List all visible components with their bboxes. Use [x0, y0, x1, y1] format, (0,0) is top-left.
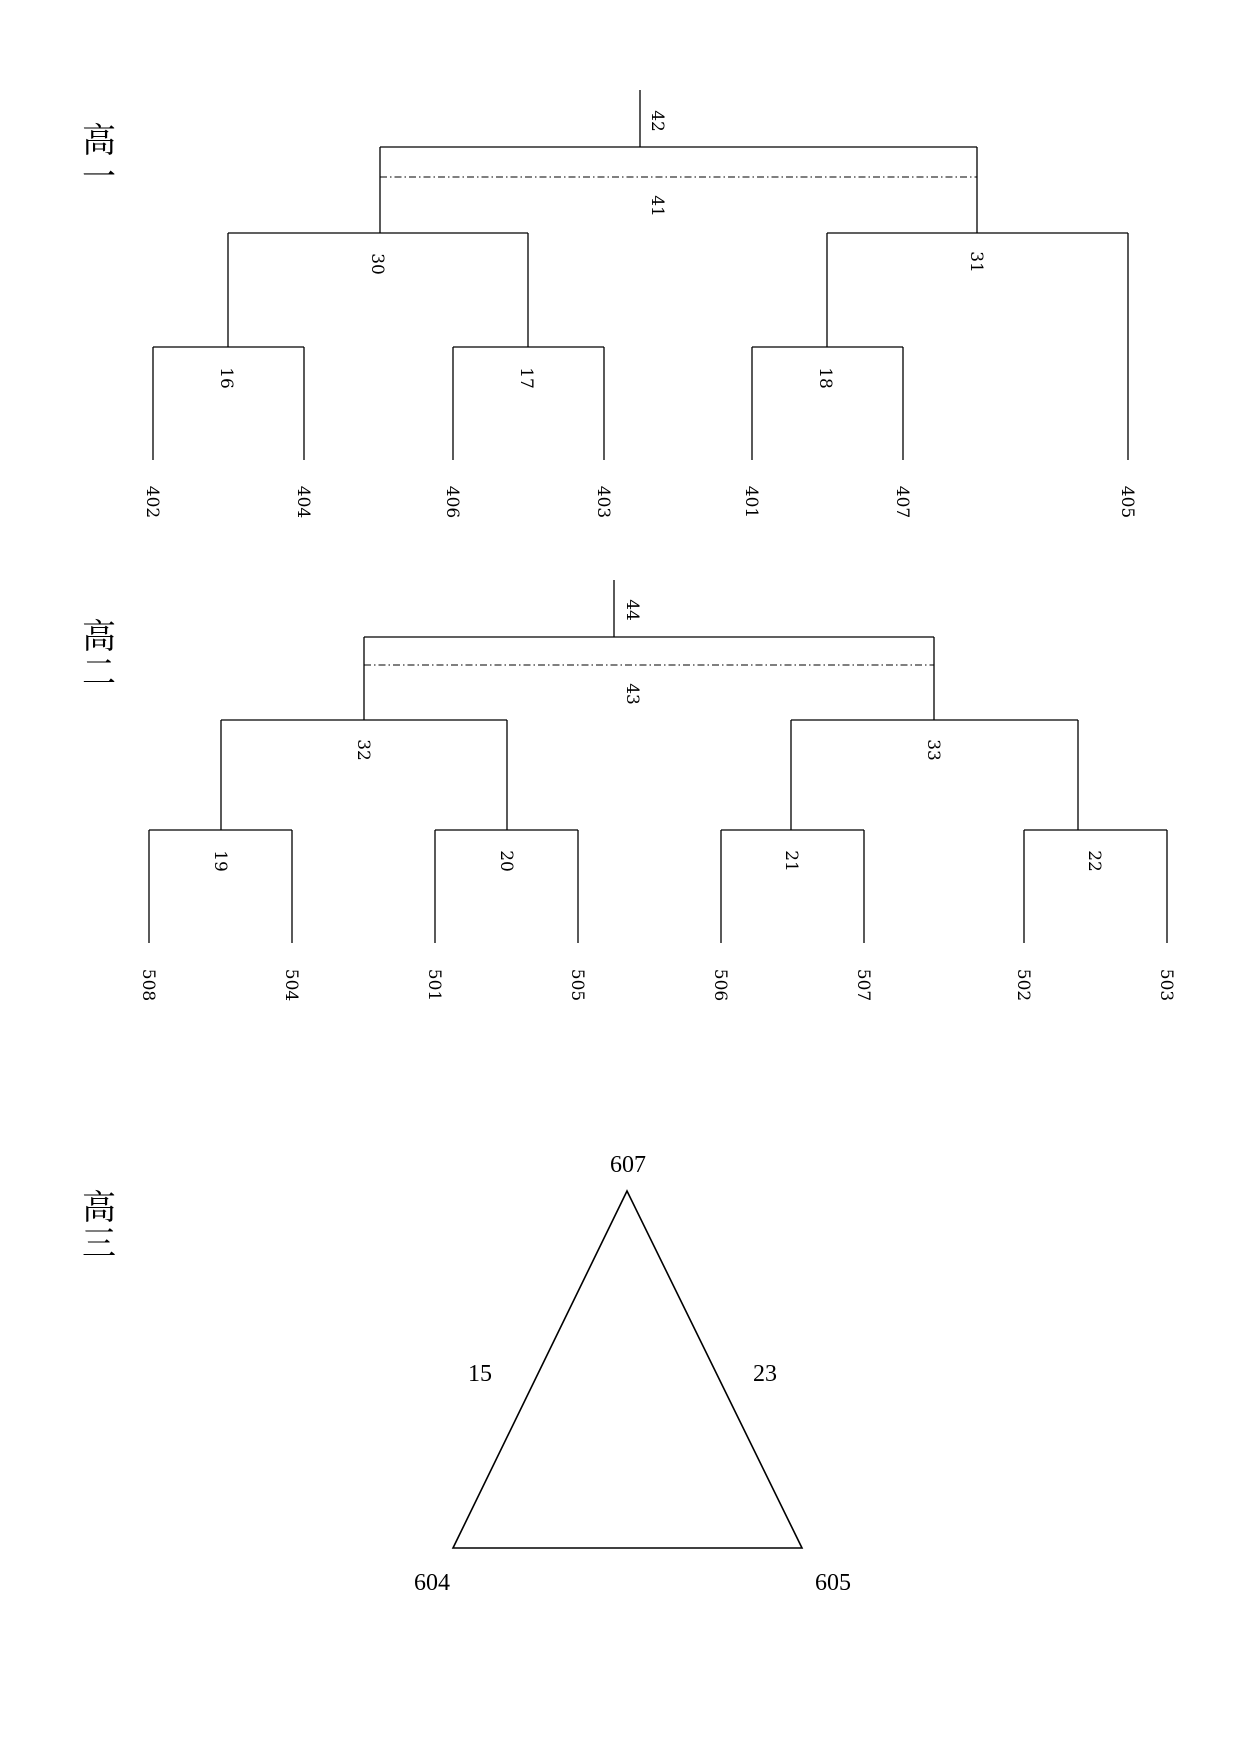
tree-2-leaf-label: 507 — [853, 968, 873, 1002]
tree-2-node-20-bar — [435, 830, 578, 943]
tree-2-leaf-label: 501 — [424, 968, 444, 1002]
tree-1-left-bar — [228, 233, 528, 347]
tree-2 — [138, 580, 1176, 1001]
tree-2-left-bar — [221, 720, 507, 830]
triangle-bottom-left-label: 604 — [414, 1570, 450, 1596]
tree-1-top-bar — [380, 147, 977, 233]
tree-1-node-left-label: 30 — [367, 253, 387, 275]
tree-1-leaf-label: 401 — [741, 485, 761, 519]
tree-2-node-22-bar — [1024, 830, 1167, 943]
tree-2-top-bar — [364, 637, 934, 720]
tree-1-leaf-label: 404 — [293, 485, 313, 519]
tree-2-leaf-label: 503 — [1156, 968, 1176, 1002]
tree-2-node-19-label: 19 — [210, 850, 230, 872]
triangle-top-label: 607 — [610, 1152, 646, 1178]
tree-2-node-19-bar — [149, 830, 292, 943]
grade-label-2 — [82, 617, 116, 693]
tree-2-leaf-label: 504 — [281, 968, 301, 1002]
tree-1-node-18-label: 18 — [815, 367, 835, 389]
triangle-shape — [453, 1191, 802, 1548]
tree-2-node-left-label: 32 — [353, 739, 373, 761]
tree-1-leaf-label: 403 — [593, 485, 613, 519]
grade-label-1-char-1: 高 — [82, 121, 116, 161]
tree-2-node-root-label: 44 — [622, 599, 642, 621]
tree-2-node-20-label: 20 — [496, 850, 516, 872]
tree-1-leaf-label: 405 — [1117, 485, 1137, 519]
grade-label-3 — [82, 1188, 116, 1264]
tree-2-node-21-bar — [721, 830, 864, 943]
tree-2-leaf-label: 505 — [567, 968, 587, 1002]
tree-1 — [142, 90, 1137, 518]
tree-1-node-17-label: 17 — [516, 367, 536, 389]
tree-1-node-16-label: 16 — [216, 367, 236, 389]
grade-label-2-char-2: 二 — [82, 653, 116, 693]
tree-2-leaf-label: 508 — [138, 968, 158, 1002]
grade-label-3-char-2: 三 — [82, 1224, 116, 1264]
triangle-edge-left-label: 15 — [468, 1361, 492, 1387]
tree-1-leaf-label: 407 — [892, 485, 912, 519]
tree-1-leaf-label: 402 — [142, 485, 162, 519]
tree-2-leaf-label: 502 — [1013, 968, 1033, 1002]
tree-2-node-right-label: 33 — [923, 739, 943, 761]
tree-2-node-22-label: 22 — [1084, 850, 1104, 872]
tree-1-node-dashed-label: 41 — [647, 195, 667, 217]
tree-2-leaf-label: 506 — [710, 968, 730, 1002]
tree-1-node-18-bar — [752, 347, 903, 460]
tree-2-right-bar — [791, 720, 1078, 830]
tree-2-node-21-label: 21 — [781, 850, 801, 872]
triangle-edge-right-label: 23 — [753, 1361, 777, 1387]
triangle-bottom-right-label: 605 — [815, 1570, 851, 1596]
tree-1-leaf-label: 406 — [442, 485, 462, 519]
grade-label-1 — [82, 121, 116, 197]
tree-1-node-17-bar — [453, 347, 604, 460]
tree-1-node-root-label: 42 — [647, 110, 667, 132]
tree-1-node-right-label: 31 — [966, 251, 986, 273]
triangle-diagram — [414, 1152, 851, 1596]
grade-label-3-char-1: 高 — [82, 1188, 116, 1228]
grade-label-2-char-1: 高 — [82, 617, 116, 657]
tree-1-node-16-bar — [153, 347, 304, 460]
tree-2-node-dashed-label: 43 — [622, 683, 642, 705]
grade-label-1-char-2: 一 — [82, 157, 116, 197]
